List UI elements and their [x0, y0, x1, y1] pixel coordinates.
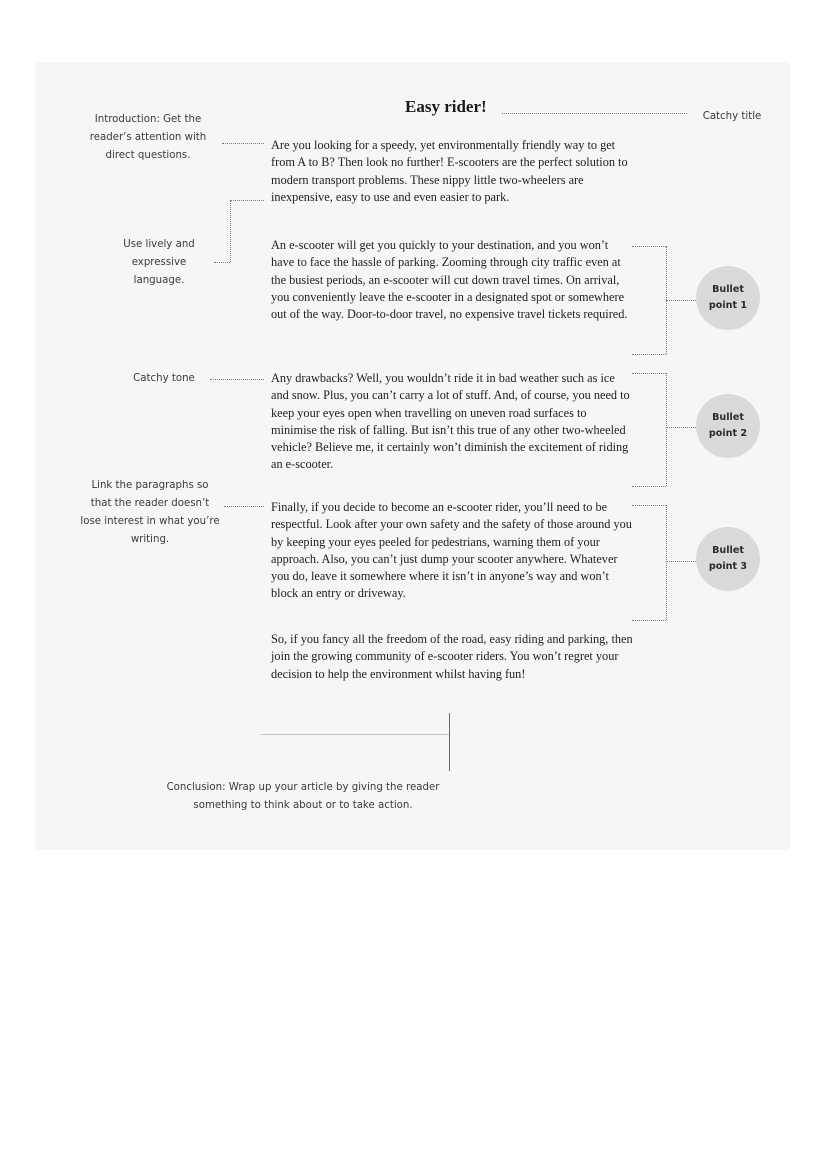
- paragraph-bullet-1: An e-scooter will get you quickly to your destination, and you won’t have to face the hassle of parking. Zooming through city traffic even at the busiest periods, an e-scooter will cut down travel times. On arrival, you conveniently leave the e-scooter in a designated spot or somewhere out of the way. Door-to-door travel, no expensive travel tickets required.: [271, 238, 628, 322]
- bullet-point-3-badge: Bullet point 3: [696, 527, 760, 591]
- article-title: Easy rider!: [405, 97, 487, 116]
- link-connector: [224, 506, 264, 507]
- annotation-introduction: Introduction: Get the reader’s attention with direct questions.: [89, 114, 207, 161]
- conclusion-pointer: [449, 713, 450, 771]
- annotation-catchy-title: Catchy title: [702, 111, 762, 122]
- language-bracket-top: [230, 200, 264, 201]
- language-bracket-bottom: [214, 262, 230, 263]
- paragraph-bullet-3: Finally, if you decide to become an e-scooter rider, you’ll need to be respectful. Look after your own safety and the safety of those around you by keeping your eyes peeled for pedestrians, warning them of your approach. Also, you can’t just dump your scooter anywhere. Whatever you do, leave it somewhere where it isn’t in anyone’s way and won’t block an entry or driveway.: [271, 500, 632, 601]
- intro-connector: [222, 143, 264, 144]
- paragraph-conclusion: So, if you fancy all the freedom of the road, easy riding and parking, then join the growing community of e-scooter riders. You won’t regret your decision to help the environment whilst having fun!: [271, 632, 633, 681]
- annotation-lively-language: Use lively and expressive language.: [123, 239, 195, 286]
- conclusion-bracket-bottom: [260, 734, 450, 735]
- bullet-point-2-badge: Bullet point 2: [696, 394, 760, 458]
- annotation-catchy-tone: Catchy tone: [133, 373, 195, 384]
- annotation-link-paragraphs: Link the paragraphs so that the reader doesn’t lose interest in what you’re writing.: [80, 480, 220, 545]
- paragraph-bullet-2: Any drawbacks? Well, you wouldn’t ride it in bad weather such as ice and snow. Plus, you can’t carry a lot of stuff. And, of course, you need to keep your eyes open when travelling on uneven road surfaces to minimise the risk of falling. But isn’t this true of any other two-wheeled vehicle? Believe me, it certainly won’t diminish the excitement of riding an e-scooter.: [271, 371, 630, 472]
- tone-connector: [210, 379, 264, 380]
- language-bracket-line: [230, 200, 231, 262]
- annotation-conclusion: Conclusion: Wrap up your article by giving the reader something to think about or to take action.: [166, 782, 440, 811]
- paragraph-intro: Are you looking for a speedy, yet environmentally friendly way to get from A to B? Then look no further! E-scooters are the perfect solution to modern transport problems. These nippy little two-wheelers are inexpensive, easy to use and even easier to park.: [271, 138, 628, 204]
- title-connector: [502, 113, 687, 114]
- bullet-point-1-badge: Bullet point 1: [696, 266, 760, 330]
